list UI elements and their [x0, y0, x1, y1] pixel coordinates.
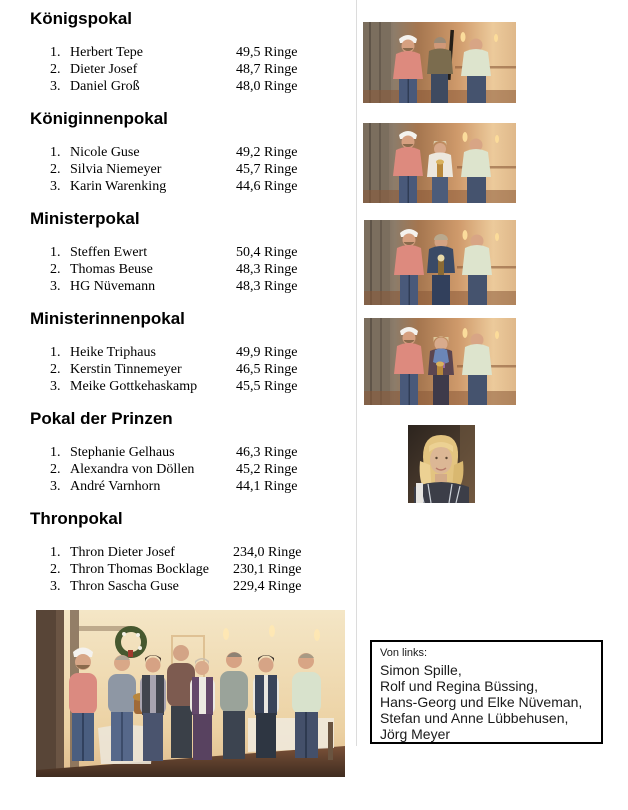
- section-thronpokal: [30, 509, 360, 595]
- score-value: 48,7 Ringe: [236, 62, 298, 77]
- score-value: 45,2 Ringe: [236, 462, 298, 477]
- winner-name: Thron Sascha Guse: [70, 579, 179, 594]
- result-row: [30, 461, 360, 478]
- result-row: [30, 444, 360, 461]
- photo-group: [36, 610, 345, 777]
- winner-name: Alexandra von Döllen: [70, 462, 195, 477]
- result-row: [30, 378, 360, 395]
- section-title: Pokal der Prinzen: [30, 409, 173, 428]
- score-value: 49,2 Ringe: [236, 145, 298, 160]
- rank-number: 2.: [50, 162, 61, 177]
- section-title: Thronpokal: [30, 509, 123, 528]
- score-value: 49,9 Ringe: [236, 345, 298, 360]
- photo-ministerinnenpokal-image: [364, 318, 516, 405]
- score-value: 229,4 Ringe: [233, 579, 302, 594]
- score-value: 46,5 Ringe: [236, 362, 298, 377]
- caption-line: Stefan und Anne Lübbehusen,: [380, 710, 569, 726]
- rank-number: 1.: [50, 445, 61, 460]
- winner-name: Dieter Josef: [70, 62, 138, 77]
- rank-number: 2.: [50, 362, 61, 377]
- rank-number: 1.: [50, 545, 61, 560]
- result-row: [30, 178, 360, 195]
- winner-name: Silvia Niemeyer: [70, 162, 162, 177]
- photo-ministerinnenpokal: [364, 318, 516, 405]
- caption-line: Jörg Meyer: [380, 726, 451, 742]
- result-row: [30, 244, 360, 261]
- result-row: [30, 261, 360, 278]
- winner-name: Steffen Ewert: [70, 245, 148, 260]
- photo-group-image: [36, 610, 345, 777]
- score-value: 48,0 Ringe: [236, 79, 298, 94]
- winner-name: André Varnhorn: [70, 479, 161, 494]
- photo-koeniginnenpokal-image: [363, 123, 516, 203]
- winner-name: Thron Dieter Josef: [70, 545, 175, 560]
- rank-number: 2.: [50, 262, 61, 277]
- winner-name: HG Nüvemann: [70, 279, 156, 294]
- section-title: Königinnenpokal: [30, 109, 168, 128]
- result-row: [30, 544, 360, 561]
- result-row: [30, 344, 360, 361]
- score-value: 48,3 Ringe: [236, 279, 298, 294]
- score-value: 50,4 Ringe: [236, 245, 298, 260]
- score-value: 45,7 Ringe: [236, 162, 298, 177]
- rank-number: 3.: [50, 179, 61, 194]
- score-value: 44,1 Ringe: [236, 479, 298, 494]
- result-row: [30, 78, 360, 95]
- rank-number: 1.: [50, 45, 61, 60]
- rank-number: 3.: [50, 79, 61, 94]
- result-row: [30, 561, 360, 578]
- results-list: [30, 144, 360, 195]
- winner-name: Stephanie Gelhaus: [70, 445, 175, 460]
- section-ministerpokal: [30, 209, 360, 295]
- caption-line: Simon Spille,: [380, 662, 462, 678]
- rank-number: 1.: [50, 345, 61, 360]
- section-ministerinnenpokal: [30, 309, 360, 395]
- score-value: 230,1 Ringe: [233, 562, 302, 577]
- rank-number: 2.: [50, 562, 61, 577]
- result-row: [30, 61, 360, 78]
- caption-intro: Von links:: [380, 647, 428, 659]
- section-title: Ministerpokal: [30, 209, 140, 228]
- photo-ministerpokal: [364, 220, 516, 305]
- section-koenigspokal: [30, 9, 360, 95]
- rank-number: 2.: [50, 62, 61, 77]
- score-value: 48,3 Ringe: [236, 262, 298, 277]
- caption-line: Hans-Georg und Elke Nüveman,: [380, 694, 583, 710]
- caption-line: Rolf und Regina Büssing,: [380, 678, 538, 694]
- score-value: 44,6 Ringe: [236, 179, 298, 194]
- score-value: 234,0 Ringe: [233, 545, 302, 560]
- photo-koenigspokal: [363, 22, 516, 103]
- winner-name: Thomas Beuse: [70, 262, 153, 277]
- rank-number: 1.: [50, 245, 61, 260]
- score-value: 49,5 Ringe: [236, 45, 298, 60]
- result-row: [30, 478, 360, 495]
- result-row: [30, 144, 360, 161]
- rank-number: 1.: [50, 145, 61, 160]
- results-list: [30, 344, 360, 395]
- winner-name: Daniel Groß: [70, 79, 140, 94]
- rank-number: 3.: [50, 579, 61, 594]
- rank-number: 3.: [50, 379, 61, 394]
- rank-number: 3.: [50, 479, 61, 494]
- score-value: 45,5 Ringe: [236, 379, 298, 394]
- results-list: [30, 244, 360, 295]
- section-koeniginnenpokal: [30, 109, 360, 195]
- winner-name: Heike Triphaus: [70, 345, 156, 360]
- winner-name: Herbert Tepe: [70, 45, 144, 60]
- photo-prinzen-portrait: [408, 425, 475, 503]
- results-list: [30, 544, 360, 595]
- rank-number: 3.: [50, 279, 61, 294]
- result-row: [30, 278, 360, 295]
- photo-koeniginnenpokal: [363, 123, 516, 203]
- result-row: [30, 361, 360, 378]
- photo-caption-box: [370, 640, 603, 744]
- score-value: 46,3 Ringe: [236, 445, 298, 460]
- results-list: [30, 44, 360, 95]
- rank-number: 2.: [50, 462, 61, 477]
- winner-name: Karin Warenking: [70, 179, 167, 194]
- photo-koenigspokal-image: [363, 22, 516, 103]
- photo-prinzen-portrait-image: [408, 425, 475, 503]
- result-row: [30, 44, 360, 61]
- winner-name: Kerstin Tinnemeyer: [70, 362, 182, 377]
- section-title: Ministerinnenpokal: [30, 309, 185, 328]
- photo-ministerpokal-image: [364, 220, 516, 305]
- winner-name: Nicole Guse: [70, 145, 140, 160]
- winner-name: Thron Thomas Bocklage: [70, 562, 209, 577]
- section-pokal-der-prinzen: [30, 409, 360, 495]
- result-row: [30, 578, 360, 595]
- winner-name: Meike Gottkehaskamp: [70, 379, 198, 394]
- section-title: Königspokal: [30, 9, 133, 28]
- result-row: [30, 161, 360, 178]
- results-list: [30, 444, 360, 495]
